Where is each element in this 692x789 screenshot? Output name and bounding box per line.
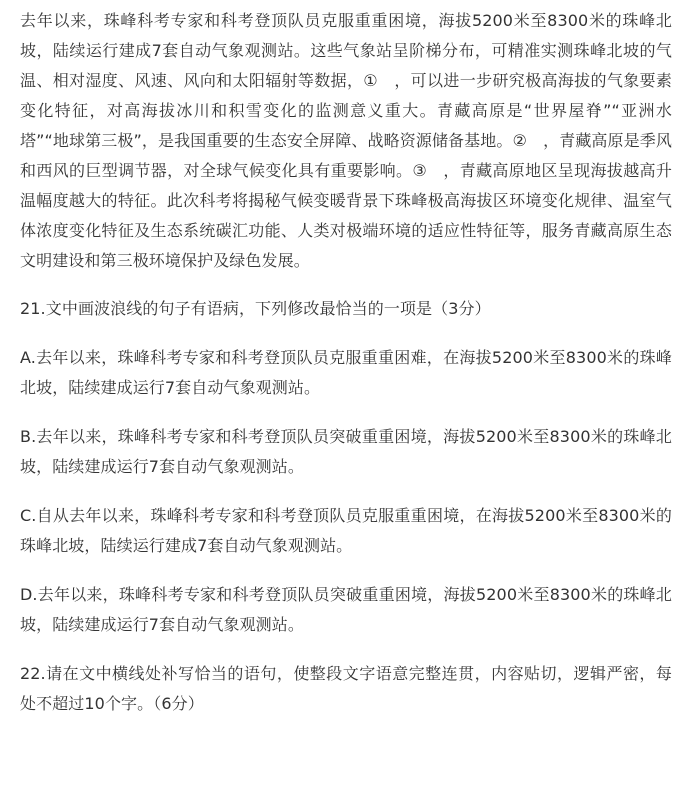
question-21-option-d: D.去年以来，珠峰科考专家和科考登顶队员突破重重困境，海拔5200米至8300米的珠峰北坡，陆续建成运行7套自动气象观测站。: [20, 585, 672, 634]
question-21-option-a: A.去年以来，珠峰科考专家和科考登顶队员克服重重困难，在海拔5200米至8300米的珠峰北坡，陆续建成运行7套自动气象观测站。: [20, 348, 672, 397]
question-21-stem: 21.文中画波浪线的句子有语病，下列修改最恰当的一项是（3分）: [20, 299, 491, 318]
question-22-stem: 22.请在文中横线处补写恰当的语句，使整段文字语意完整连贯，内容贴切，逻辑严密，每处不超过10个字。（6分）: [20, 664, 672, 713]
question-21-option-c: C.自从去年以来，珠峰科考专家和科考登顶队员克服重重困境，在海拔5200米至8300米的珠峰北坡，陆续运行建成7套自动气象观测站。: [20, 506, 672, 555]
question-21-option-b: B.去年以来，珠峰科考专家和科考登顶队员突破重重困境，海拔5200米至8300米的珠峰北坡，陆续建成运行7套自动气象观测站。: [20, 427, 672, 476]
article: [20, 6, 672, 719]
passage-paragraph: 去年以来，珠峰科考专家和科考登顶队员克服重重困境，海拔5200米至8300米的珠峰北坡，陆续运行建成7套自动气象观测站。这些气象站呈阶梯分布，可精准实测珠峰北坡的气温、相对湿度、风速、风向和太阳辐射等数据，① ，可以进一步研究极高海拔的气象要素变化特征，对高海拔冰川和积雪变化的监测意义重大。青藏高原是“世界屋脊”“亚洲水塔”“地球第三极”，是我国重要的生态安全屏障、战略资源储备基地。② ，青藏高原是季风和西风的巨型调节器，对全球气候变化具有重要影响。③ ，青藏高原地区呈现海拔越高升温幅度越大的特征。此次科考将揭秘气候变暖背景下珠峰极高海拔区环境变化规律、温室气体浓度变化特征及生态系统碳汇功能、人类对极端环境的适应性特征等，服务青藏高原生态文明建设和第三极环境保护及绿色发展。: [20, 11, 672, 270]
